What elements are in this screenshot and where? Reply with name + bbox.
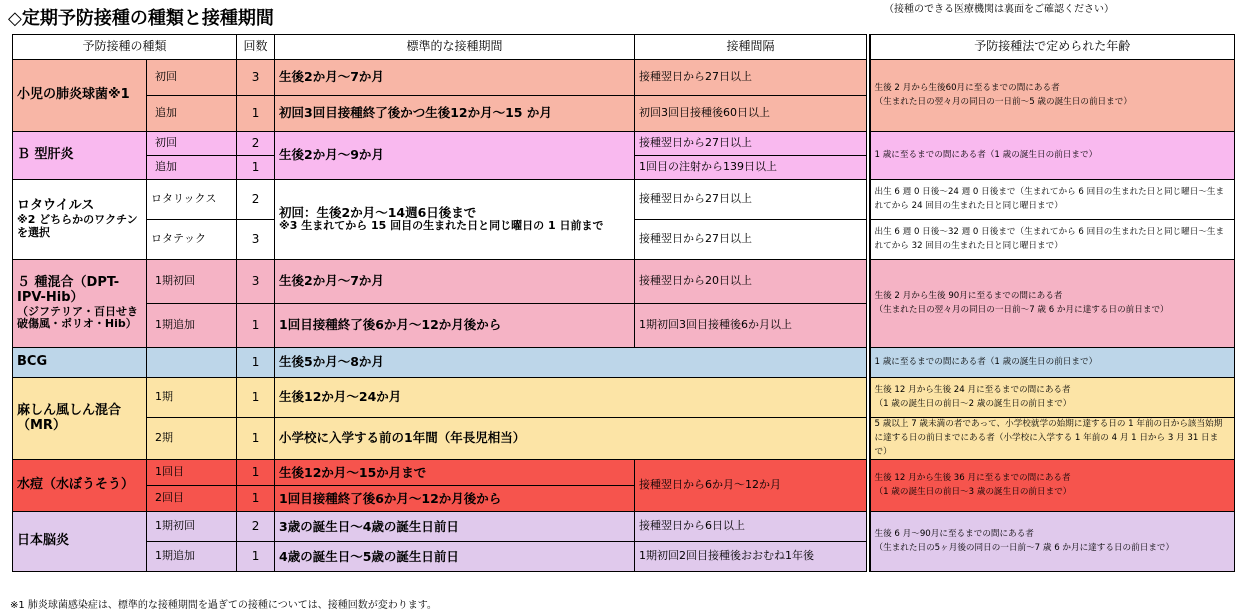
dose-count: 1 — [237, 418, 275, 460]
header-row — [13, 35, 1235, 60]
standard-period: 1回目接種終了後6か月～12か月後から — [275, 486, 635, 512]
legal-age-dpt-ipv-hib — [870, 260, 1235, 348]
standard-period: 小学校に入学する前の1年間（年長児相当） — [275, 418, 867, 460]
dose-type: ロタリックス — [147, 180, 237, 220]
dose-interval: 接種翌日から6日以上 — [635, 512, 867, 542]
dose-count: 3 — [237, 220, 275, 260]
vaccine-name-japanese-encephalitis: 日本脳炎 — [13, 512, 147, 572]
dose-count: 1 — [237, 304, 275, 348]
dose-type: 初回 — [147, 132, 237, 156]
legal-age-rotarix: 出生 6 週 0 日後～24 週 0 日後まで（生まれてから 6 回目の生まれた日と同じ曜日～生まれてから 24 回目の生まれた日と同じ曜日まで） — [870, 180, 1235, 220]
vaccine-name: ５ 種混合（DPT-IPV-Hib） — [17, 274, 120, 305]
standard-period: 生後12か月～15か月まで — [275, 460, 635, 486]
legal-age-mr-1 — [870, 378, 1235, 418]
dose-type: 1期初回 — [147, 260, 237, 304]
dose-count: 2 — [237, 132, 275, 156]
dose-count: 2 — [237, 180, 275, 220]
legal-age-line: （生まれた日の翌々月の同日の一日前～5 歳の誕生日の前日まで） — [874, 96, 1132, 107]
dose-type: 2回目 — [147, 486, 237, 512]
legal-age-pneumococcal — [870, 60, 1235, 132]
standard-period: 生後2か月～9か月 — [275, 132, 635, 180]
dose-interval: 接種翌日から27日以上 — [635, 220, 867, 260]
legal-age-line: （生まれた日の翌々月の同日の一日前～7 歳 6 か月に達する日の前日まで） — [874, 304, 1169, 315]
table-row — [13, 132, 1235, 156]
legal-age-japanese-encephalitis — [870, 512, 1235, 572]
standard-period: 生後5か月～8か月 — [275, 348, 867, 378]
standard-period: 3歳の誕生日～4歳の誕生日前日 — [275, 512, 635, 542]
table-row — [13, 378, 1235, 418]
vaccine-name-rotavirus — [13, 180, 147, 260]
dose-type: 1回目 — [147, 460, 237, 486]
legal-age-line: 生後 12 月から生後 24 月に至るまでの間にある者 — [874, 384, 1071, 395]
standard-period: 4歳の誕生日～5歳の誕生日前日 — [275, 542, 635, 572]
standard-period: 生後2か月～7か月 — [275, 60, 635, 96]
dose-interval: 1期初回3回目接種後6か月以上 — [635, 304, 867, 348]
vaccine-name-pneumococcal: 小児の肺炎球菌※1 — [13, 60, 147, 132]
dose-count: 1 — [237, 96, 275, 132]
dose-interval: 1期初回2回目接種後おおむね1年後 — [635, 542, 867, 572]
vaccine-name-note: ※2 どちらかのワクチンを選択 — [17, 213, 138, 239]
dose-type: 1期初回 — [147, 512, 237, 542]
legal-age-line: （1 歳の誕生日の前日～3 歳の誕生日の前日まで） — [874, 486, 1072, 497]
dose-interval: 接種翌日から27日以上 — [635, 180, 867, 220]
standard-period: 生後2か月～7か月 — [275, 260, 635, 304]
dose-type: 2期 — [147, 418, 237, 460]
vaccine-name-hepatitis-b: Ｂ 型肝炎 — [13, 132, 147, 180]
dose-count: 1 — [237, 486, 275, 512]
legal-age-hepatitis-b: 1 歳に至るまでの間にある者（1 歳の誕生日の前日まで） — [870, 132, 1235, 180]
dose-type: 1期追加 — [147, 304, 237, 348]
dose-count: 1 — [237, 348, 275, 378]
table-row — [13, 60, 1235, 96]
dose-type: 追加 — [147, 156, 237, 180]
header-interval: 接種間隔 — [635, 35, 867, 60]
legal-age-line: （生まれた日の5ヶ月後の同日の一日前～7 歳 6 か月に達する日の前日まで） — [874, 542, 1175, 553]
vaccine-name-varicella: 水痘（水ぼうそう） — [13, 460, 147, 512]
table-row — [13, 460, 1235, 486]
vaccine-name-bcg: BCG — [13, 348, 147, 378]
legal-age-line: 生後 2 月から生後60月に至るまでの間にある者 — [874, 82, 1060, 93]
standard-period-note: ※3 生まれてから 15 回目の生まれた日と同じ曜日の 1 日前まで — [279, 219, 604, 233]
dose-interval: 接種翌日から6か月～12か月 — [635, 460, 867, 512]
dose-type: 1期追加 — [147, 542, 237, 572]
table-row — [13, 348, 1235, 378]
standard-period-main: 初回：生後2か月～14週6日後まで — [279, 204, 477, 220]
legal-age-line: （1 歳の誕生日の前日～2 歳の誕生日の前日まで） — [874, 398, 1072, 409]
dose-count: 3 — [237, 60, 275, 96]
legal-age-varicella — [870, 460, 1235, 512]
vaccine-name-mr: 麻しん風しん混合（MR） — [13, 378, 147, 460]
dose-count: 1 — [237, 542, 275, 572]
standard-period: 1回目接種終了後6か月～12か月後から — [275, 304, 635, 348]
page-title: ◇定期予防接種の種類と接種期間 — [8, 8, 274, 29]
legal-age-rotateq: 出生 6 週 0 日後～32 週 0 日後まで（生まれてから 6 回目の生まれた日と同じ曜日～生まれてから 32 回目の生まれた日と同じ曜日まで） — [870, 220, 1235, 260]
dose-count: 2 — [237, 512, 275, 542]
header-standard-period: 標準的な接種期間 — [275, 35, 635, 60]
dose-type: 追加 — [147, 96, 237, 132]
medical-institution-note: （接種のできる医療機関は裏面をご確認ください） — [884, 4, 1114, 15]
legal-age-line: 生後 2 月から生後 90月に至るまでの間にある者 — [874, 290, 1063, 301]
vaccine-name: ロタウイルス — [17, 198, 95, 214]
dose-count: 1 — [237, 460, 275, 486]
table-row — [13, 260, 1235, 304]
dose-count: 3 — [237, 260, 275, 304]
dose-interval: 接種翌日から27日以上 — [635, 60, 867, 96]
header-vaccine-type: 予防接種の種類 — [13, 35, 237, 60]
dose-interval: 接種翌日から27日以上 — [635, 132, 867, 156]
standard-period: 初回3回目接種終了後かつ生後12か月～15 か月 — [275, 96, 635, 132]
dose-count: 1 — [237, 378, 275, 418]
table-row — [13, 180, 1235, 220]
table-row — [13, 418, 1235, 460]
table-row — [13, 512, 1235, 542]
legal-age-line: 生後 12 月から生後 36 月に至るまでの間にある者 — [874, 473, 1071, 483]
legal-age-mr-2: 5 歳以上 7 歳未満の者であって、小学校就学の始期に達する日の 1 年前の日から該当始期に達する日の前日までにある者（小学校に入学する 1 年前の 4 月 1 日から 3 月 31 日まで） — [870, 418, 1235, 460]
standard-period — [275, 180, 635, 260]
dose-interval: 接種翌日から20日以上 — [635, 260, 867, 304]
vaccine-name-dpt-ipv-hib — [13, 260, 147, 348]
header-legal-age: 予防接種法で定められた年齢 — [870, 35, 1235, 60]
dose-count: 1 — [237, 156, 275, 180]
standard-period: 生後12か月～24か月 — [275, 378, 867, 418]
vaccine-name-note: （ジフテリア・百日せき破傷風・ポリオ・Hib） — [17, 304, 138, 331]
legal-age-bcg: 1 歳に至るまでの間にある者（1 歳の誕生日の前日まで） — [870, 348, 1235, 378]
dose-type: ロタテック — [147, 220, 237, 260]
footnote: ※1 肺炎球菌感染症は、標準的な接種期間を過ぎての接種については、接種回数が変わります。 — [10, 600, 437, 611]
dose-type: 1期 — [147, 378, 237, 418]
vaccination-schedule-table — [12, 34, 1235, 572]
header-count: 回数 — [237, 35, 275, 60]
dose-type: 初回 — [147, 60, 237, 96]
dose-interval: 1回目の注射から139日以上 — [635, 156, 867, 180]
dose-type-empty — [147, 348, 237, 378]
legal-age-line: 生後 6 月～90月に至るまでの間にある者 — [874, 529, 1034, 539]
dose-interval: 初回3回目接種後60日以上 — [635, 96, 867, 132]
